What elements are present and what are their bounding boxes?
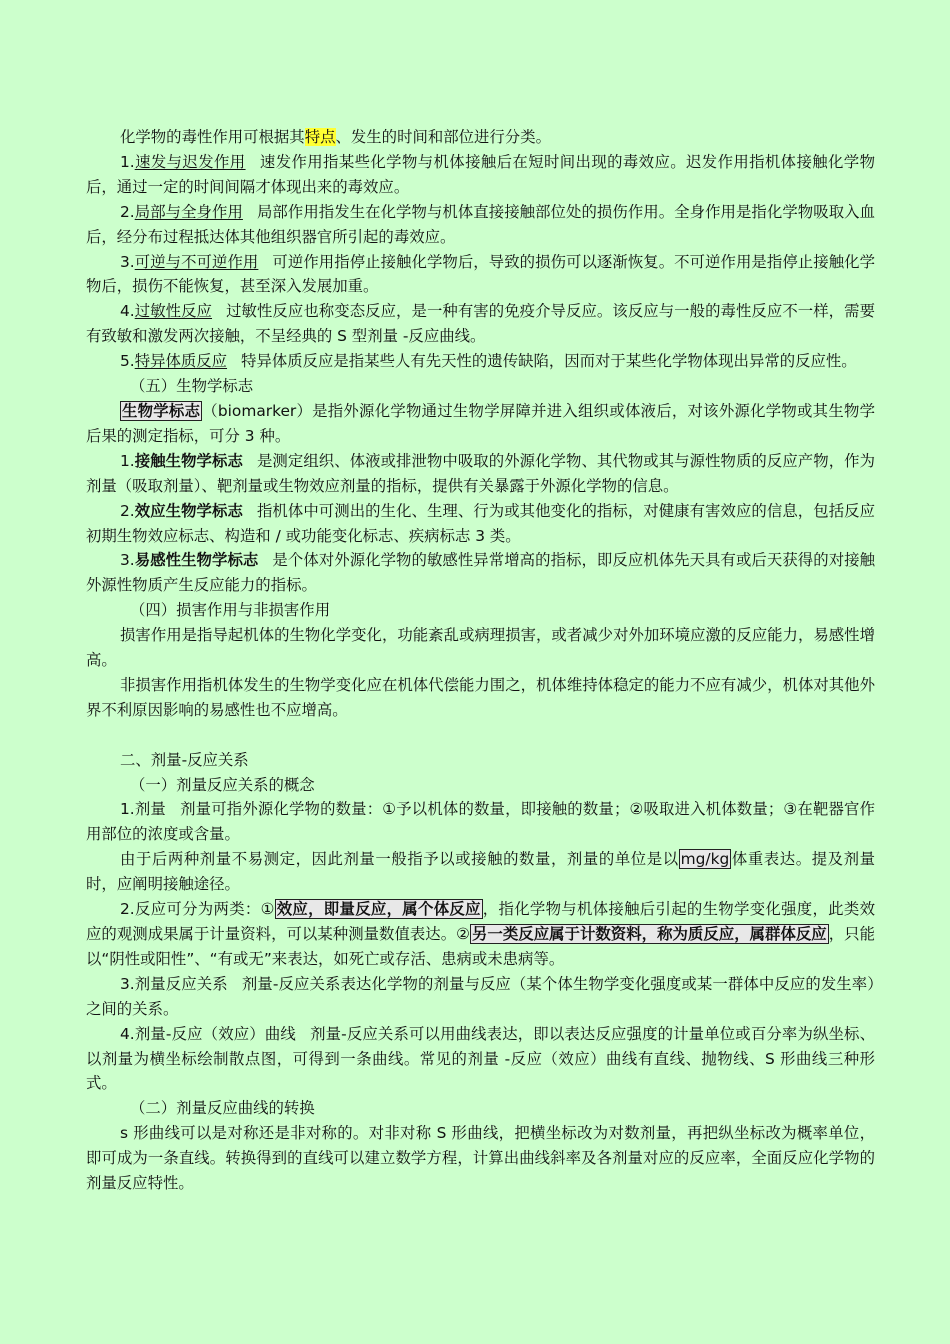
biomarker-1 [86,449,875,499]
intro-text-b: 、发生的时间和部位进行分类。 [335,128,551,146]
subsection-1-heading: （一）剂量反应关系的概念 [130,775,315,794]
harm-paragraph: 损害作用是指导起机体的生物化学变化，功能紊乱或病理损害，或者减少对外加环境应激的反应能力，易感性增高。 [86,626,875,670]
term-effect-biomarker: 效应生物学标志 [134,501,243,520]
response-types-paragraph [86,897,875,972]
section-5-heading: （五）生物学标志 [130,377,254,396]
classification-1-text: 速发作用指某些化学物与机体接触后在短时间出现的毒效应。迟发作用指机体接触化学物后，通过一定的时间间隔才体现出来的毒效应。 [86,152,875,196]
biomarker-2-text: 指机体中可测出的生化、生理、行为或其他变化的指标，对健康有害效应的信息，包括反应初期生物效应标志、构造和 / 或功能变化标志、疾病标志 3 类。 [86,501,875,545]
term-allergic: 过敏性反应 [134,302,213,321]
dose-note-text-a: 由于后两种剂量不易测定，因此剂量一般指予以或接触的数量，剂量的单位是以 [120,850,679,869]
item-number: 2. [120,501,135,520]
classification-3 [86,250,875,300]
dose-paragraph [86,797,875,847]
classification-4-text: 过敏性反应也称变态反应，是一种有害的免疫介导反应。该反应与一般的毒性反应不一样，需要有致敏和激发两次接触，不呈经典的 S 型剂量 -反应曲线。 [86,302,875,346]
response-text-c: ，只能以“阴性或阳性”、“有或无”来表达，如死亡或存活、患病或未患病等。 [86,924,875,968]
boxed-unit: mg/kg [680,850,730,869]
term-reversible: 可逆与不可逆作用 [134,252,259,271]
dose-response-relation [86,972,875,1022]
biomarker-3-text: 是个体对外源化学物的敏感性异常增高的指标，即反应机体先天具有或后天获得的对接触外源性物质产生反应能力的指标。 [86,551,875,595]
term-idiosyncratic: 特异体质反应 [134,352,228,371]
term-local-systemic: 局部与全身作用 [134,202,243,221]
curve-conversion-paragraph: s 形曲线可以是对称还是非对称的。对非对称 S 形曲线，把横坐标改为对数剂量，再把纵坐标改为概率单位，即可成为一条直线。转换得到的直线可以建立数学方程，计算出曲线斜率及各剂量对应的反应率，全面反应化学物的剂量反应特性。 [86,1124,875,1193]
biomarker-1-text: 是测定组织、体液或排泄物中吸取的外源化学物、其代物或其与源性物质的反应产物，作为剂量（吸取剂量）、靶剂量或生物效应剂量的指标，提供有关暴露于外源化学物的信息。 [86,451,875,495]
term-dose-response-curve: 剂量-反应（效应）曲线 [134,1024,296,1043]
item-number: 5. [120,352,135,371]
item-number: 2. [120,202,135,221]
classification-4 [86,299,875,349]
classification-5-text: 特异体质反应是指某些人有先天性的遗传缺陷，因而对于某些化学物体现出异常的反应性。 [241,352,857,371]
item-number: 4. [120,302,135,321]
biomarker-3 [86,548,875,598]
section-4-heading: （四）损害作用与非损害作用 [130,601,331,620]
item-number: 3. [120,252,135,271]
subsection-2-heading: （二）剂量反应曲线的转换 [130,1099,315,1118]
term-immediate-delayed: 速发与迟发作用 [134,152,246,171]
item-number: 1. [120,451,135,470]
dose-response-curve-text: 剂量-反应关系可以用曲线表达，即以表达反应强度的计量单位或百分率为纵坐标、以剂量为横坐标绘制散点图，可得到一条曲线。常见的剂量 -反应（效应）曲线有直线、抛物线、S 形曲线三种形式。 [86,1024,875,1093]
response-text-a: 2.反应可分为两类：① [120,900,275,919]
item-number: 1. [120,152,135,171]
classification-2-text: 局部作用指发生在化学物与机体直接接触部位处的损伤作用。全身作用是指化学物吸取入血后，经分布过程抵达体其他组织器官所引起的毒效应。 [86,202,875,246]
intro-paragraph [86,125,875,150]
term-dose-response-relation: 剂量反应关系 [134,974,228,993]
term-dose: 剂量 [134,800,166,819]
item-number: 3. [120,551,135,570]
term-susceptibility-biomarker: 易感性生物学标志 [134,551,259,570]
dose-response-curve [86,1022,875,1097]
dose-text: 剂量可指外源化学物的数量：①予以机体的数量，即接触的数量；②吸取进入机体数量；③在靶器官作用部位的浓度或含量。 [86,800,875,844]
dose-response-relation-text: 剂量-反应关系表达化学物的剂量与反应（某个体生物学变化强度或某一群体中反应的发生率）之间的关系。 [86,974,875,1018]
item-number: 4. [120,1024,135,1043]
part-2-heading: 二、剂量-反应关系 [120,750,249,769]
classification-5 [86,349,875,374]
biomarker-definition [86,399,875,449]
term-exposure-biomarker: 接触生物学标志 [134,451,243,470]
item-number: 1. [120,800,135,819]
classification-3-text: 可逆作用指停止接触化学物后，导致的损伤可以逐渐恢复。不可逆作用是指停止接触化学物后，损伤不能恢复，甚至深入发展加重。 [86,252,875,296]
nonharm-paragraph: 非损害作用指机体发生的生物学变化应在机体代偿能力围之，机体维持体稳定的能力不应有减少，机体对其他外界不利原因影响的易感性也不应增高。 [86,675,875,719]
boxed-term-biomarker: 生物学标志 [122,401,201,420]
dose-note-paragraph [86,847,875,897]
highlighted-term: 特点 [304,128,336,146]
classification-2 [86,200,875,250]
intro-text-a: 化学物的毒性作用可根据其 [120,128,305,146]
item-number: 3. [120,974,135,993]
blank-line [86,723,875,748]
biomarker-2 [86,499,875,549]
dose-note-text-b: 体重表达。提及剂量时，应阐明接触途径。 [86,850,875,894]
boxed-graded-response: 效应，即量反应，属个体反应 [276,900,481,919]
biomarker-definition-text: （biomarker）是指外源化学物通过生物学屏障并进入组织或体液后，对该外源化学物或其生物学后果的测定指标，可分 3 种。 [86,401,875,445]
classification-1 [86,150,875,200]
boxed-quantal-response: 另一类反应属于计数资料，称为质反应，属群体反应 [472,924,827,943]
response-text-b: ，指化学物与机体接触后引起的生物学变化强度，此类效应的观测成果属于计量资料，可以某种测量数值表达。② [86,900,875,943]
